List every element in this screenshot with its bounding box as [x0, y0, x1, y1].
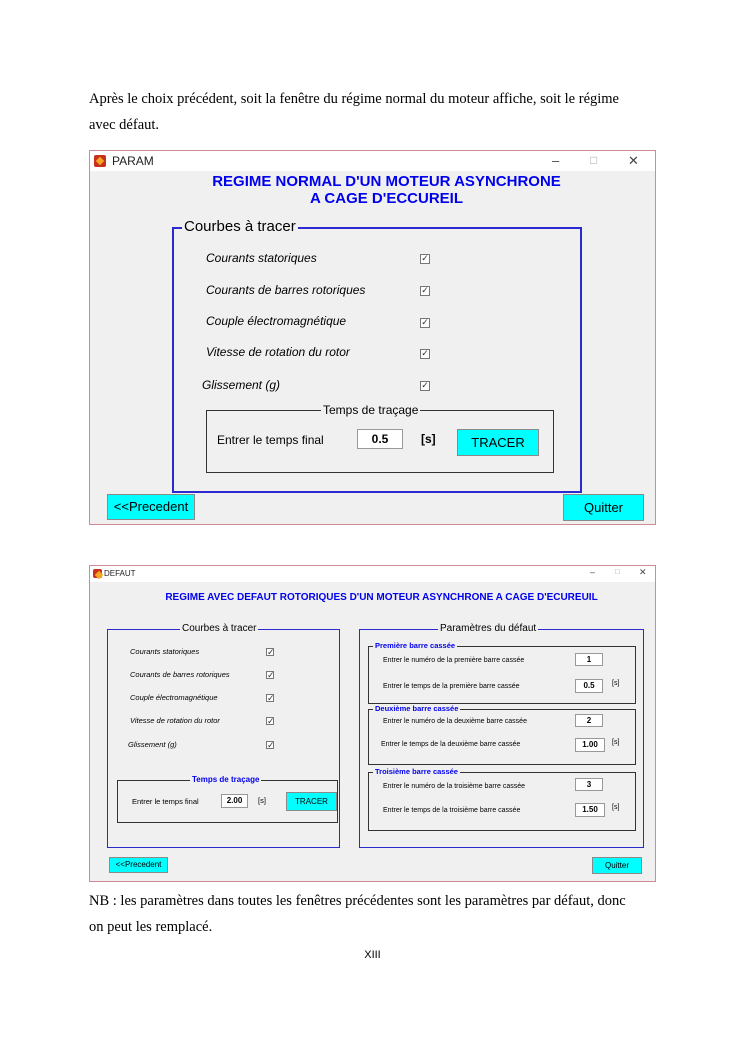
broken-bar-title: Deuxième barre cassée [375, 704, 459, 713]
bar-time-label: Entrer le temps de la troisième barre cassée [383, 807, 521, 814]
time-box-title: Temps de traçage [192, 775, 260, 784]
curve-label: Courants de barres rotoriques [130, 670, 230, 679]
bar-time-label: Entrer le temps de la première barre cassée [383, 683, 520, 690]
trace-button[interactable]: TRACER [286, 792, 337, 811]
curve-label: Courants de barres rotoriques [206, 283, 366, 297]
time-box-title: Temps de traçage [323, 403, 419, 417]
curve-checkbox[interactable] [266, 694, 274, 702]
bar-number-label: Entrer le numéro de la deuxième barre cassée [383, 718, 527, 725]
bar-time-label: Entrer le temps de la deuxième barre cassée [381, 741, 521, 748]
bar-time-input[interactable]: 1.00 [575, 738, 605, 752]
curves-panel [172, 218, 582, 493]
broken-bar-box [368, 704, 636, 765]
curve-checkbox[interactable] [420, 381, 430, 391]
defaut-heading: REGIME AVEC DEFAUT ROTORIQUES D'UN MOTEUR ASYNCHRONE A CAGE D'ECUREUIL [165, 592, 598, 603]
intro-line-1: Après le choix précédent, soit la fenêtre du régime normal du moteur affiche, soit le régime [89, 91, 619, 107]
curve-checkbox[interactable] [420, 318, 430, 328]
curves-panel-title: Courbes à tracer [182, 623, 257, 634]
curve-label: Vitesse de rotation du rotor [206, 345, 350, 359]
time-unit: [s] [421, 432, 436, 446]
time-unit: [s] [258, 796, 266, 805]
curves-panel [107, 623, 340, 848]
curve-checkbox[interactable] [266, 717, 274, 725]
previous-button[interactable]: <<Precedent [109, 857, 168, 873]
quit-button[interactable]: Quitter [563, 494, 644, 521]
broken-bar-box [368, 641, 636, 704]
bar-time-input[interactable]: 1.50 [575, 803, 605, 817]
broken-bar-title: Première barre cassée [375, 641, 456, 650]
defaut-titlebar [90, 566, 655, 582]
bar-number-label: Entrer le numéro de la troisième barre cassée [383, 783, 526, 790]
curve-checkbox[interactable] [420, 254, 430, 264]
param-titlebar [90, 151, 655, 171]
curve-checkbox[interactable] [266, 671, 274, 679]
broken-bar-title: Troisième barre cassée [375, 767, 458, 776]
broken-bar-box [368, 767, 636, 831]
fault-params-panel [359, 623, 644, 848]
time-label: Entrer le temps final [132, 797, 199, 806]
param-window [89, 150, 656, 525]
curve-label: Couple électromagnétique [130, 693, 218, 702]
bar-number-label: Entrer le numéro de la première barre cassée [383, 657, 525, 664]
minimize-icon[interactable]: – [590, 567, 596, 577]
time-label: Entrer le temps final [217, 433, 324, 447]
window-title: DEFAUT [104, 569, 136, 578]
curve-label: Vitesse de rotation du rotor [130, 716, 220, 725]
close-icon[interactable]: ✕ [628, 153, 639, 168]
curves-panel-title: Courbes à tracer [184, 218, 296, 235]
curve-label: Glissement (g) [202, 378, 281, 392]
time-input[interactable]: 0.5 [357, 429, 403, 449]
bar-time-unit: [s] [612, 739, 620, 746]
curve-label: Courants statoriques [130, 647, 200, 656]
note-line-1: NB : les paramètres dans toutes les fenêtres précédentes sont les paramètres par défaut, donc [89, 893, 626, 909]
close-icon[interactable]: ✕ [639, 567, 647, 577]
heading-line-2: A CAGE D'ECCUREIL [309, 190, 464, 207]
bar-time-input[interactable]: 0.5 [575, 679, 603, 693]
time-box [206, 403, 554, 473]
window-title: PARAM [112, 154, 154, 168]
matlab-icon [93, 569, 102, 578]
bar-time-unit: [s] [612, 680, 620, 687]
maximize-icon[interactable]: □ [615, 567, 620, 576]
previous-button[interactable]: <<Precedent [107, 494, 195, 520]
minimize-icon[interactable]: – [552, 153, 560, 168]
curve-checkbox[interactable] [266, 648, 274, 656]
matlab-icon [94, 155, 106, 167]
curve-checkbox[interactable] [420, 349, 430, 359]
bar-time-unit: [s] [612, 804, 620, 811]
curve-checkbox[interactable] [266, 741, 274, 749]
maximize-icon[interactable]: □ [590, 153, 598, 167]
trace-button[interactable]: TRACER [457, 429, 539, 456]
heading-line-1: REGIME NORMAL D'UN MOTEUR ASYNCHRONE [212, 173, 561, 190]
bar-number-input[interactable]: 2 [575, 714, 603, 727]
curve-label: Courants statoriques [206, 251, 317, 265]
bar-number-input[interactable]: 1 [575, 653, 603, 666]
time-box [117, 775, 338, 823]
page-number: XIII [364, 949, 381, 961]
fault-params-title: Paramètres du défaut [440, 623, 537, 634]
curve-label: Glissement (g) [128, 740, 177, 749]
defaut-window [89, 565, 656, 882]
curve-checkbox[interactable] [420, 286, 430, 296]
bar-number-input[interactable]: 3 [575, 778, 603, 791]
note-line-2: on peut les remplacé. [89, 919, 213, 935]
quit-button[interactable]: Quitter [592, 857, 642, 874]
time-input[interactable]: 2.00 [221, 794, 248, 808]
intro-line-2: avec défaut. [89, 117, 160, 133]
curve-label: Couple électromagnétique [206, 314, 347, 328]
